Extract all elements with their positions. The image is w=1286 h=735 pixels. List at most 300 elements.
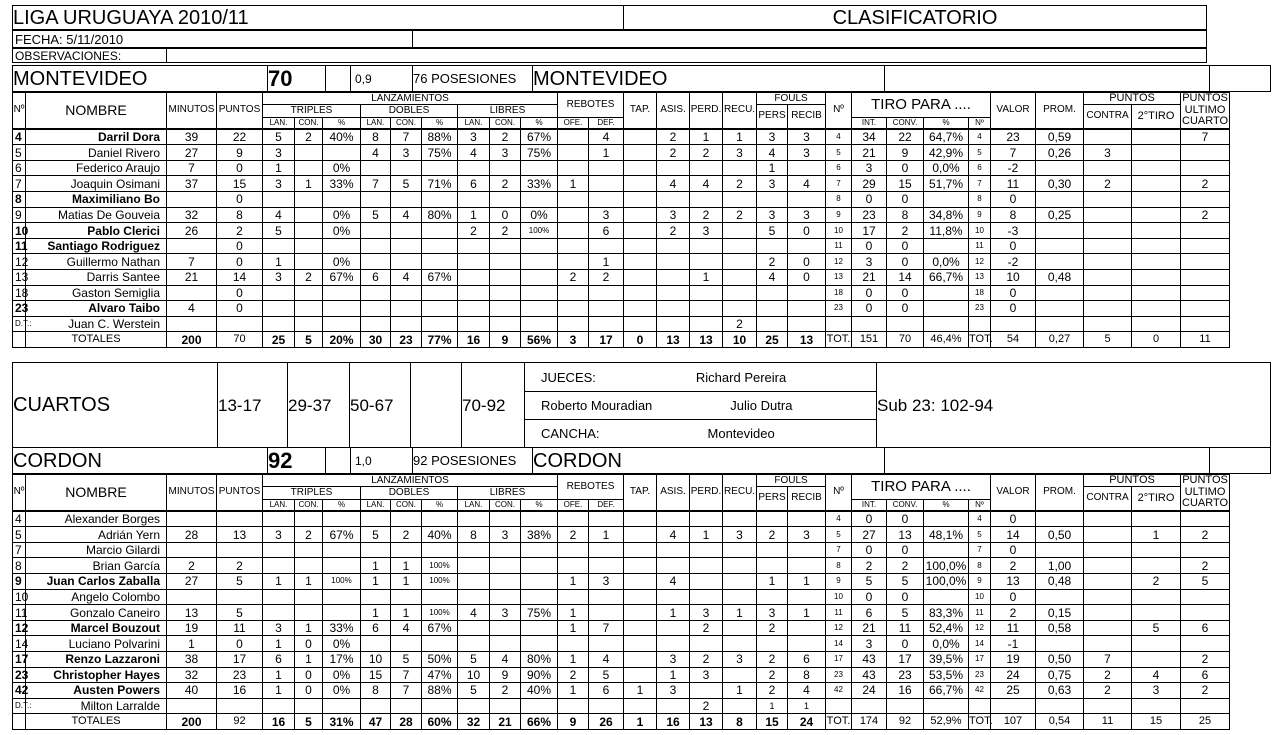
player-number: 17: [13, 651, 26, 667]
player-t-pct: 0%: [323, 207, 361, 223]
player-perd: 2: [690, 620, 723, 636]
player-tp-pct: [924, 285, 969, 301]
player-conv: 0: [887, 511, 924, 527]
player-t-pct: [323, 605, 361, 621]
player-conv: 16: [887, 683, 924, 699]
player-minutes: 27: [167, 145, 217, 161]
header-segundo-tiro: 2°TIRO: [1132, 487, 1181, 511]
player-t-pct: 0%: [323, 160, 361, 176]
player-int: 3: [852, 636, 887, 652]
player-asis: [657, 511, 690, 527]
totals-l-pct: 56%: [521, 332, 558, 348]
player-recib: 1: [788, 574, 826, 590]
player-l-con: 4: [490, 651, 521, 667]
player-d-pct: [422, 285, 458, 301]
player-t-pct: [323, 192, 361, 208]
player-recu: 1: [723, 605, 757, 621]
player-ult: [1181, 589, 1230, 605]
player-l-lan: [458, 589, 490, 605]
player-name: Daniel Rivero: [26, 145, 167, 161]
player-name: Marcel Bouzout: [26, 620, 167, 636]
player-minutes: [167, 511, 217, 527]
player-points: 0: [217, 285, 263, 301]
player-prom: [1036, 238, 1084, 254]
player-prom: 0,48: [1036, 269, 1084, 285]
player-t-lan: 5: [263, 223, 295, 239]
player-tiro2: [1132, 145, 1181, 161]
player-tp-pct: [924, 511, 969, 527]
totals-conv: 92: [887, 714, 924, 730]
player-l-con: 2: [490, 176, 521, 192]
player-int: 27: [852, 527, 887, 543]
player-recib: [788, 238, 826, 254]
player-def: [589, 192, 624, 208]
player-t-pct: 0%: [323, 254, 361, 270]
player-conv: 0: [887, 192, 924, 208]
player-tiro2: [1132, 207, 1181, 223]
player-prom: 0,63: [1036, 683, 1084, 699]
header-prom: PROM.: [1036, 475, 1084, 511]
player-number: 12: [13, 620, 26, 636]
player-minutes: 37: [167, 176, 217, 192]
player-contra: [1084, 558, 1132, 574]
player-ult: [1181, 145, 1230, 161]
player-recib: 3: [788, 207, 826, 223]
player-d-con: [391, 511, 422, 527]
player-tp-no2: 9: [969, 207, 991, 223]
header-dobles-lan: LAN.: [361, 499, 391, 510]
header-dobles: DOBLES: [361, 487, 458, 500]
player-name: Juan Carlos Zaballa: [26, 574, 167, 590]
player-ult: 2: [1181, 683, 1230, 699]
player-conv: 0: [887, 238, 924, 254]
player-asis: [657, 589, 690, 605]
player-d-pct: [422, 511, 458, 527]
player-valor: -2: [991, 254, 1036, 270]
player-t-lan: 1: [263, 574, 295, 590]
player-points: 16: [217, 683, 263, 699]
header-asis: ASIS.: [657, 93, 690, 129]
player-l-pct: [521, 160, 558, 176]
player-t-lan: [263, 511, 295, 527]
header-triples-pct: %: [323, 499, 361, 510]
header-libres-pct: %: [521, 117, 558, 128]
player-ofe: 2: [558, 527, 589, 543]
player-tp-no: 7: [826, 176, 852, 192]
player-l-con: 9: [490, 667, 521, 683]
player-t-pct: 17%: [323, 651, 361, 667]
player-ult: 2: [1181, 176, 1230, 192]
player-d-lan: 8: [361, 683, 391, 699]
player-l-lan: [458, 542, 490, 558]
totals-l-con: 21: [490, 714, 521, 730]
totals-d-con: 23: [391, 332, 422, 348]
player-number: 12: [13, 254, 26, 270]
player-tap: 1: [624, 683, 657, 699]
player-points: 0: [217, 192, 263, 208]
player-ofe: 1: [558, 651, 589, 667]
player-points: 0: [217, 238, 263, 254]
player-asis: 4: [657, 176, 690, 192]
player-tp-no2: 10: [969, 223, 991, 239]
player-asis: [657, 192, 690, 208]
player-l-pct: [521, 192, 558, 208]
player-pers: 2: [757, 620, 788, 636]
player-d-lan: 7: [361, 176, 391, 192]
player-l-pct: 0%: [521, 207, 558, 223]
player-contra: [1084, 574, 1132, 590]
player-points: 22: [217, 129, 263, 145]
totals-label: TOTALES: [26, 714, 167, 730]
player-t-lan: [263, 558, 295, 574]
player-ofe: [558, 254, 589, 270]
player-name: Renzo Lazzaroni: [26, 651, 167, 667]
player-d-con: 1: [391, 574, 422, 590]
player-recu: [723, 160, 757, 176]
header-dobles-con: CON.: [391, 499, 422, 510]
player-ult: 5: [1181, 574, 1230, 590]
coach-recib: 1: [788, 698, 826, 714]
player-name: Matias De Gouveia: [26, 207, 167, 223]
player-l-con: 2: [490, 129, 521, 145]
player-t-pct: [323, 301, 361, 317]
player-ofe: 1: [558, 574, 589, 590]
header-puntos-group: PUNTOS: [1084, 93, 1181, 105]
player-recib: 4: [788, 683, 826, 699]
header-fouls: FOULS: [757, 93, 826, 105]
totals-recib: 24: [788, 714, 826, 730]
player-l-con: [490, 238, 521, 254]
player-def: 4: [589, 651, 624, 667]
player-name: Santiago Rodriguez: [26, 238, 167, 254]
player-d-lan: 1: [361, 605, 391, 621]
player-t-pct: 0%: [323, 667, 361, 683]
player-tp-no2: 4: [969, 511, 991, 527]
player-pers: 1: [757, 574, 788, 590]
player-recib: 0: [788, 254, 826, 270]
header-ofe: OFE.: [558, 499, 589, 510]
totals-asis: 16: [657, 714, 690, 730]
player-d-con: 1: [391, 558, 422, 574]
player-tp-no: 5: [826, 145, 852, 161]
player-tp-no: 4: [826, 511, 852, 527]
player-ofe: 2: [558, 269, 589, 285]
player-t-con: 2: [295, 269, 323, 285]
totals-prom: 0,27: [1036, 332, 1084, 348]
player-tp-no2: 12: [969, 254, 991, 270]
player-tiro2: [1132, 301, 1181, 317]
player-ofe: 1: [558, 683, 589, 699]
player-recu: [723, 223, 757, 239]
player-d-lan: [361, 160, 391, 176]
header-dobles-pct: %: [422, 499, 458, 510]
header-perd: PERD.: [690, 475, 723, 511]
player-tp-no: 4: [826, 129, 852, 145]
player-tp-pct: 66,7%: [924, 683, 969, 699]
header-triples: TRIPLES: [263, 105, 361, 118]
player-tp-no2: 9: [969, 574, 991, 590]
totals-label: TOTALES: [26, 332, 167, 348]
totals-int: 174: [852, 714, 887, 730]
player-d-lan: [361, 636, 391, 652]
player-name: Gonzalo Caneiro: [26, 605, 167, 621]
player-valor: 23: [991, 129, 1036, 145]
totals-ult: 25: [1181, 714, 1230, 730]
player-t-lan: 1: [263, 636, 295, 652]
header-tap: TAP.: [624, 93, 657, 129]
player-def: [589, 636, 624, 652]
player-d-lan: 10: [361, 651, 391, 667]
player-row: [13, 667, 1230, 683]
player-number: 42: [13, 683, 26, 699]
player-recu: [723, 620, 757, 636]
totals-recu: 10: [723, 332, 757, 348]
team-name-right: CORDON: [533, 448, 885, 474]
player-def: [589, 542, 624, 558]
player-def: [589, 238, 624, 254]
player-row: [13, 207, 1230, 223]
player-ult: [1181, 223, 1230, 239]
player-contra: [1084, 269, 1132, 285]
player-row: [13, 129, 1230, 145]
player-conv: 5: [887, 574, 924, 590]
player-def: 4: [589, 129, 624, 145]
player-prom: 0,50: [1036, 651, 1084, 667]
player-int: 0: [852, 192, 887, 208]
totals-conv: 70: [887, 332, 924, 348]
totals-tap: 0: [624, 332, 657, 348]
player-tp-no2: 5: [969, 145, 991, 161]
player-minutes: 19: [167, 620, 217, 636]
player-recu: [723, 511, 757, 527]
header-no-2: Nº: [826, 93, 852, 129]
player-pers: [757, 301, 788, 317]
player-d-pct: 71%: [422, 176, 458, 192]
player-recu: [723, 269, 757, 285]
player-t-con: 2: [295, 129, 323, 145]
totals-minutes: 200: [167, 332, 217, 348]
player-valor: 2: [991, 605, 1036, 621]
player-tp-no2: 12: [969, 620, 991, 636]
header-nombre: NOMBRE: [26, 475, 167, 511]
player-recu: 1: [723, 129, 757, 145]
player-minutes: 39: [167, 129, 217, 145]
totals-def: 17: [589, 332, 624, 348]
header-dobles: DOBLES: [361, 105, 458, 118]
player-prom: 1,00: [1036, 558, 1084, 574]
player-l-lan: [458, 620, 490, 636]
header-no-3: Nº: [969, 499, 991, 510]
team-name: CORDON: [13, 448, 268, 474]
player-l-lan: [458, 301, 490, 317]
player-recu: [723, 574, 757, 590]
player-int: 0: [852, 589, 887, 605]
totals-perd: 13: [690, 714, 723, 730]
player-contra: [1084, 160, 1132, 176]
player-tiro2: [1132, 238, 1181, 254]
venue: Montevideo: [707, 426, 775, 441]
coach-perd: 2: [690, 698, 723, 714]
totals-tiro2: 0: [1132, 332, 1181, 348]
player-recu: 3: [723, 145, 757, 161]
player-recu: 3: [723, 651, 757, 667]
referee-3: Julio Dutra: [730, 398, 793, 413]
header-segundo-tiro: 2°TIRO: [1132, 105, 1181, 129]
player-recu: [723, 558, 757, 574]
player-tp-pct: 83,3%: [924, 605, 969, 621]
player-tp-pct: 0,0%: [924, 160, 969, 176]
player-def: [589, 558, 624, 574]
player-l-con: 3: [490, 605, 521, 621]
player-name: Pablo Clerici: [26, 223, 167, 239]
player-l-lan: 3: [458, 129, 490, 145]
player-t-con: 2: [295, 527, 323, 543]
player-t-pct: [323, 558, 361, 574]
player-asis: 3: [657, 683, 690, 699]
player-recib: 0: [788, 223, 826, 239]
player-tp-no2: 7: [969, 176, 991, 192]
player-row: [13, 683, 1230, 699]
player-int: 34: [852, 129, 887, 145]
player-t-con: [295, 145, 323, 161]
player-l-lan: [458, 269, 490, 285]
player-row: [13, 605, 1230, 621]
header-libres-lan: LAN.: [458, 117, 490, 128]
observations-label: OBSERVACIONES:: [13, 49, 167, 63]
player-valor: 10: [991, 269, 1036, 285]
player-row: [13, 160, 1230, 176]
player-prom: [1036, 542, 1084, 558]
player-l-pct: 75%: [521, 145, 558, 161]
header-tap: TAP.: [624, 475, 657, 511]
player-tp-no2: 10: [969, 589, 991, 605]
player-contra: [1084, 223, 1132, 239]
player-number: 23: [13, 667, 26, 683]
header-rebotes: REBOTES: [558, 475, 624, 500]
header-ofe: OFE.: [558, 117, 589, 128]
header-no-2: Nº: [826, 475, 852, 511]
totals-tp-pct: 46,4%: [924, 332, 969, 348]
player-t-con: 1: [295, 620, 323, 636]
player-int: 5: [852, 574, 887, 590]
player-l-con: [490, 574, 521, 590]
player-prom: [1036, 192, 1084, 208]
player-l-lan: [458, 160, 490, 176]
player-def: [589, 511, 624, 527]
player-tp-no: 11: [826, 605, 852, 621]
player-tp-pct: 11,8%: [924, 223, 969, 239]
player-perd: [690, 254, 723, 270]
player-minutes: 7: [167, 254, 217, 270]
header-triples-con: CON.: [295, 499, 323, 510]
player-prom: [1036, 636, 1084, 652]
player-t-lan: 1: [263, 683, 295, 699]
quarter-3: 50-67: [350, 363, 411, 448]
player-l-con: [490, 192, 521, 208]
player-def: [589, 176, 624, 192]
player-perd: [690, 574, 723, 590]
totals-points: 70: [217, 332, 263, 348]
player-int: 21: [852, 620, 887, 636]
player-perd: 4: [690, 176, 723, 192]
player-contra: [1084, 192, 1132, 208]
player-t-lan: 1: [263, 254, 295, 270]
player-l-con: [490, 285, 521, 301]
player-d-con: [391, 301, 422, 317]
player-points: 13: [217, 527, 263, 543]
player-d-lan: 1: [361, 558, 391, 574]
player-d-con: [391, 542, 422, 558]
player-d-pct: 67%: [422, 620, 458, 636]
player-t-lan: [263, 238, 295, 254]
player-asis: [657, 542, 690, 558]
player-points: 23: [217, 667, 263, 683]
player-valor: 25: [991, 683, 1036, 699]
player-int: 0: [852, 238, 887, 254]
player-t-pct: 0%: [323, 683, 361, 699]
player-pers: 2: [757, 254, 788, 270]
player-pers: 2: [757, 651, 788, 667]
player-tp-no2: 13: [969, 269, 991, 285]
player-tiro2: [1132, 223, 1181, 239]
player-asis: 3: [657, 651, 690, 667]
player-pers: [757, 636, 788, 652]
player-minutes: 32: [167, 667, 217, 683]
player-t-pct: [323, 285, 361, 301]
player-pers: [757, 511, 788, 527]
player-t-lan: [263, 285, 295, 301]
player-l-lan: [458, 238, 490, 254]
player-number: 4: [13, 511, 26, 527]
header-puntos-ultimo-cuarto: PUNTOS ULTIMO CUARTO: [1182, 92, 1229, 128]
header-no-3: Nº: [969, 117, 991, 128]
totals-t-con: 5: [295, 332, 323, 348]
player-tp-no: 17: [826, 651, 852, 667]
player-points: [217, 511, 263, 527]
header-no: Nº: [13, 93, 26, 129]
possessions-label: POSESIONES: [431, 71, 517, 86]
player-perd: [690, 285, 723, 301]
player-prom: 0,75: [1036, 667, 1084, 683]
player-contra: 7: [1084, 651, 1132, 667]
player-contra: 2: [1084, 667, 1132, 683]
player-asis: 2: [657, 223, 690, 239]
player-tp-pct: [924, 238, 969, 254]
player-tiro2: [1132, 589, 1181, 605]
player-int: 6: [852, 605, 887, 621]
player-t-lan: [263, 301, 295, 317]
player-tp-no: 5: [826, 527, 852, 543]
player-l-con: [490, 254, 521, 270]
player-t-con: [295, 285, 323, 301]
player-l-pct: [521, 620, 558, 636]
player-t-pct: 67%: [323, 527, 361, 543]
player-tp-no: 7: [826, 542, 852, 558]
player-minutes: 26: [167, 223, 217, 239]
player-points: 11: [217, 620, 263, 636]
player-prom: [1036, 223, 1084, 239]
player-def: 6: [589, 223, 624, 239]
player-tiro2: 5: [1132, 620, 1181, 636]
header-prom: PROM.: [1036, 93, 1084, 129]
player-points: 2: [217, 558, 263, 574]
player-conv: 2: [887, 223, 924, 239]
player-ult: [1181, 636, 1230, 652]
player-def: [589, 160, 624, 176]
player-d-pct: [422, 301, 458, 317]
totals-d-lan: 30: [361, 332, 391, 348]
totals-tap: 1: [624, 714, 657, 730]
